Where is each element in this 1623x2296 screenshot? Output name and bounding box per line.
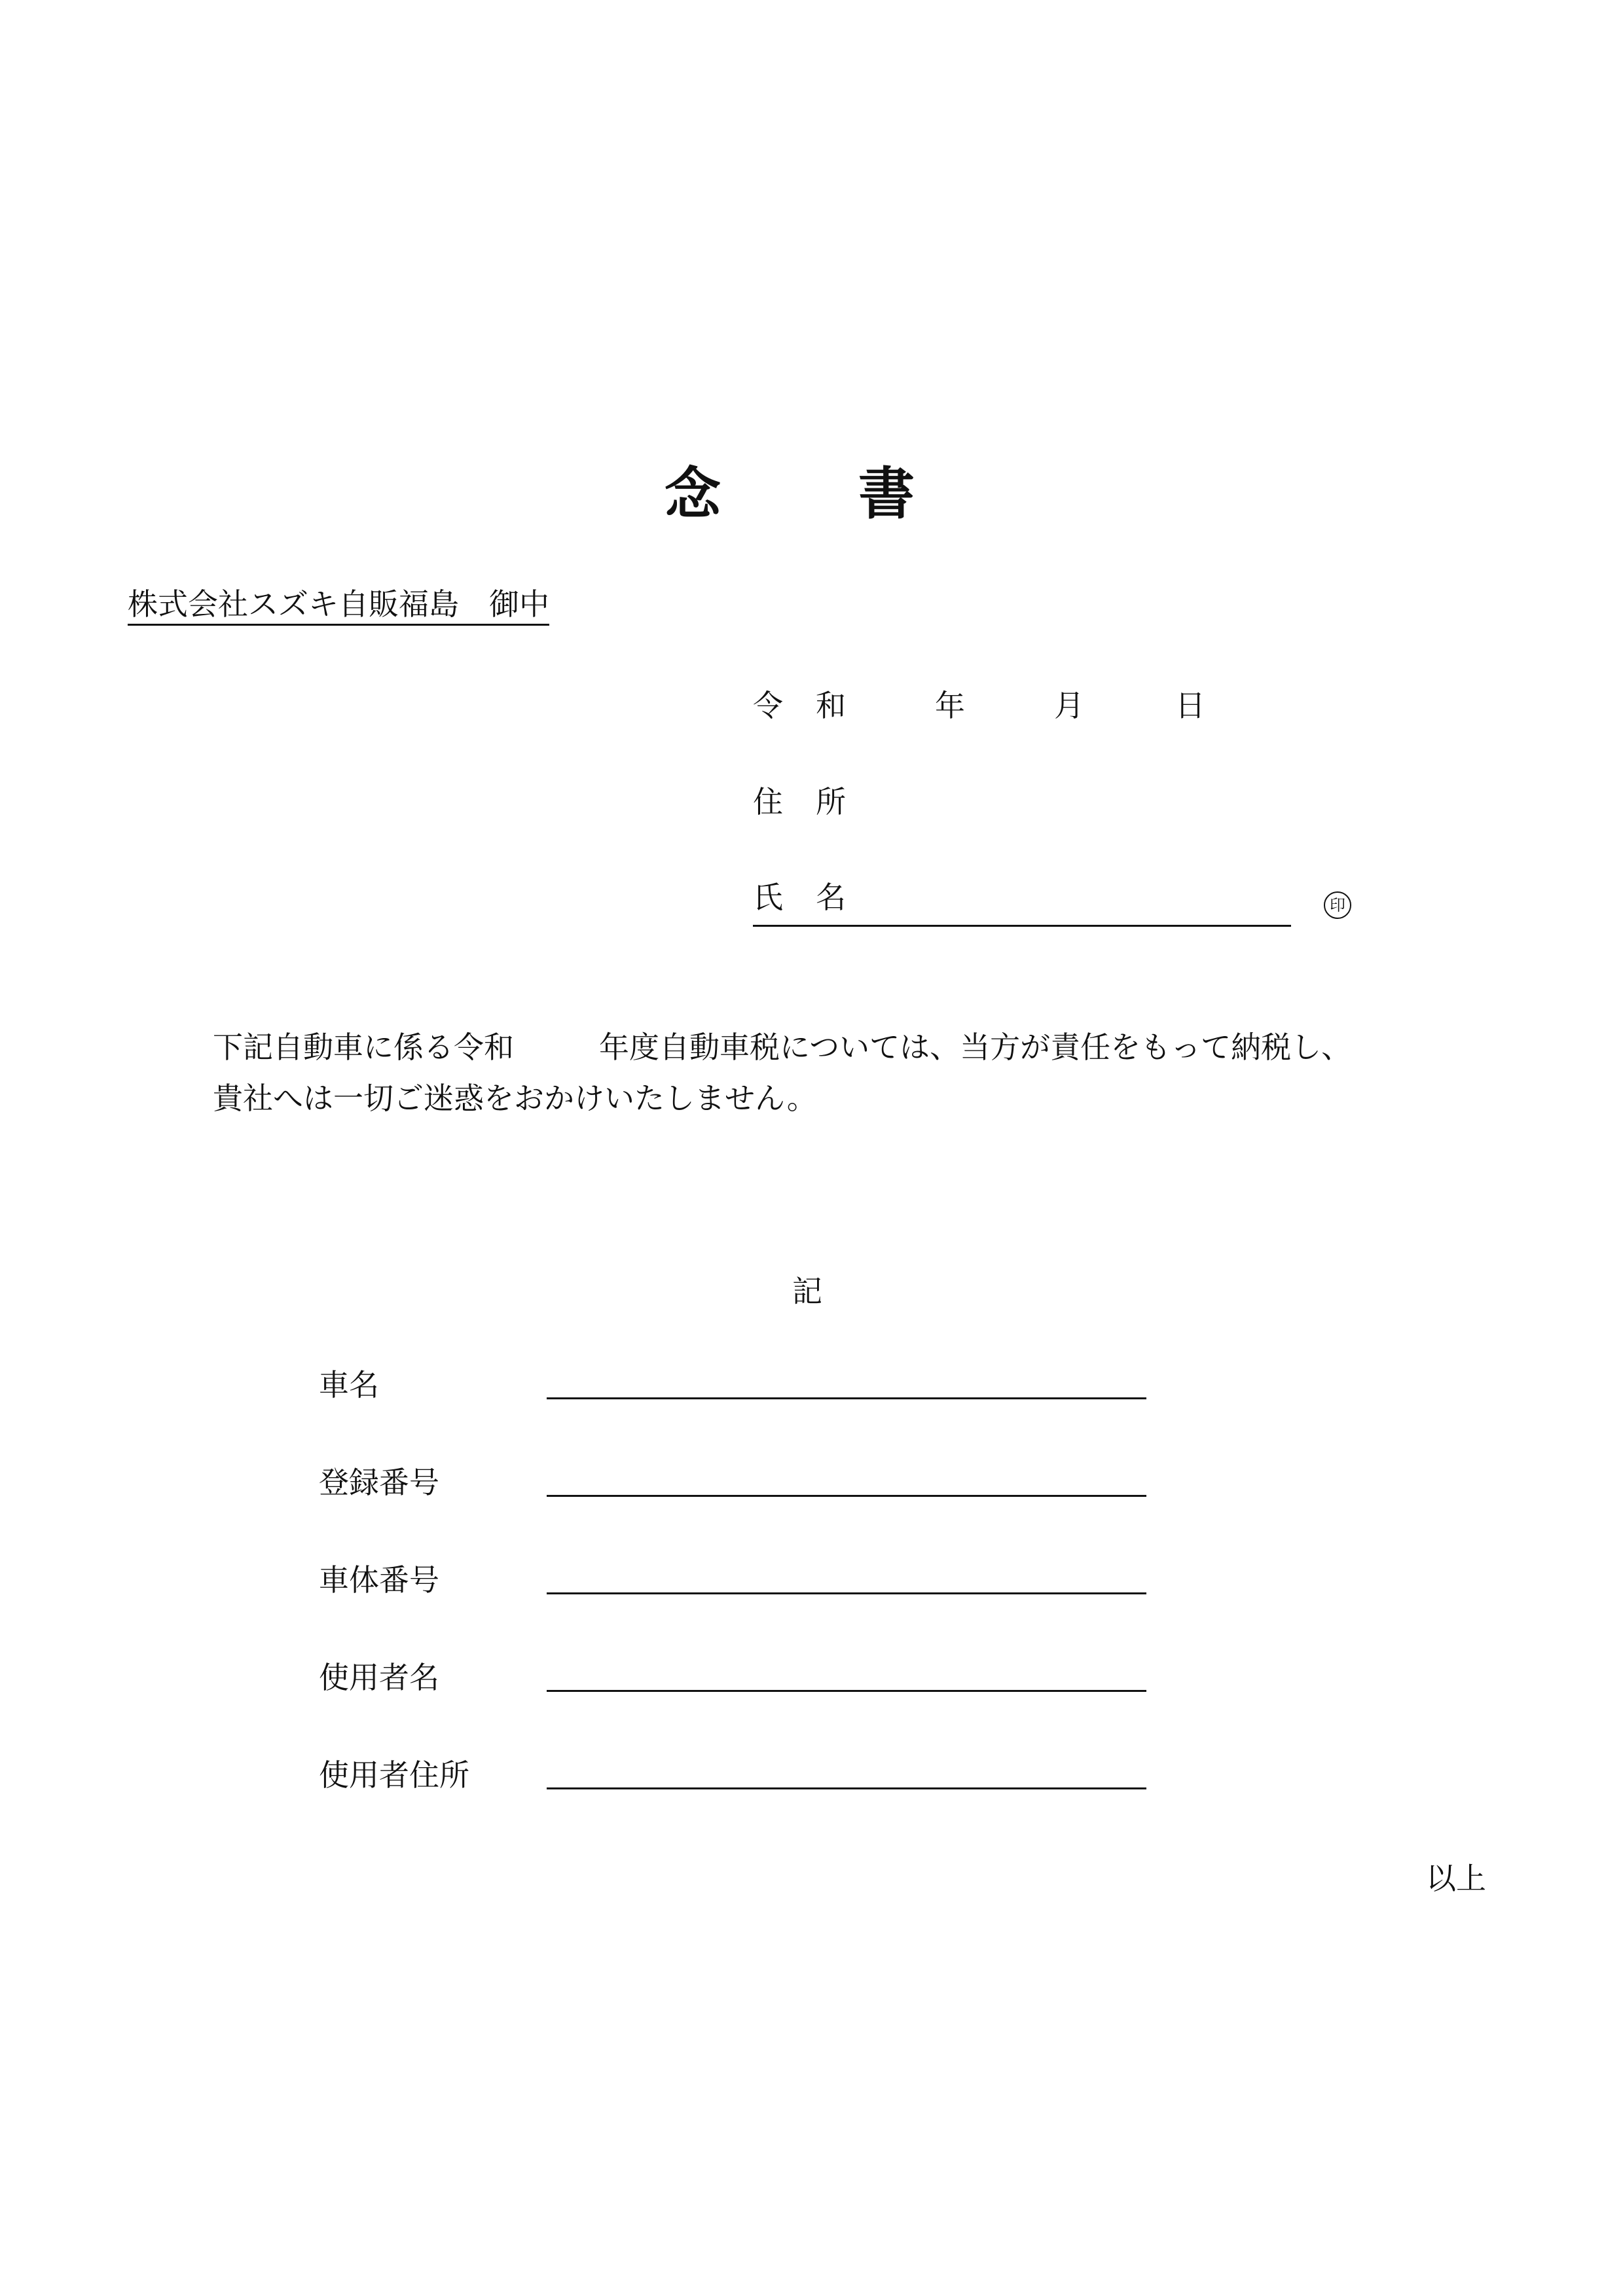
body-line-1-part-1: 下記自動車に係る令和: [213, 1030, 514, 1065]
field-label-car-name: 車名: [319, 1367, 379, 1403]
name-field[interactable]: [753, 879, 1291, 927]
field-line-car-name[interactable]: [547, 1397, 1146, 1399]
address-label-char-2: 所: [816, 784, 846, 819]
body-line-1: [213, 1029, 1351, 1066]
date-era-char-1: 令: [753, 688, 783, 723]
title-char-1: 念: [665, 461, 721, 527]
field-label-user-address: 使用者住所: [319, 1757, 469, 1793]
record-heading: 記: [792, 1274, 822, 1309]
field-line-user-address[interactable]: [547, 1787, 1146, 1789]
addressee: [128, 586, 549, 626]
field-line-registration-number[interactable]: [547, 1495, 1146, 1497]
name-label-char-2: 名: [816, 880, 846, 915]
address-label-char-1: 住: [753, 784, 783, 819]
date-day-label: 日: [1175, 688, 1205, 723]
body-line-1-part-2: 年度自動車税については、当方が責任をもって納税し、: [599, 1030, 1352, 1065]
date-year-label: 年: [935, 688, 965, 723]
field-label-chassis-number: 車体番号: [319, 1562, 439, 1598]
field-line-user-name[interactable]: [547, 1690, 1146, 1692]
title-char-2: 書: [858, 461, 915, 527]
date-era-char-2: 和: [816, 688, 846, 723]
addressee-honorific: 御中: [489, 586, 549, 622]
field-label-user-name: 使用者名: [319, 1660, 439, 1695]
date-month-label: 月: [1054, 688, 1084, 723]
body-line-2: 貴社へは一切ご迷惑をおかけいたしません。: [213, 1081, 817, 1116]
seal-mark: 印: [1324, 891, 1351, 919]
field-line-chassis-number[interactable]: [547, 1592, 1146, 1594]
document-title: [665, 461, 915, 527]
field-label-registration-number: 登録番号: [319, 1465, 439, 1500]
addressee-company: 株式会社スズキ自販福島: [128, 586, 459, 622]
name-label-char-1: 氏: [753, 880, 783, 915]
closing-mark: 以上: [1426, 1861, 1486, 1896]
